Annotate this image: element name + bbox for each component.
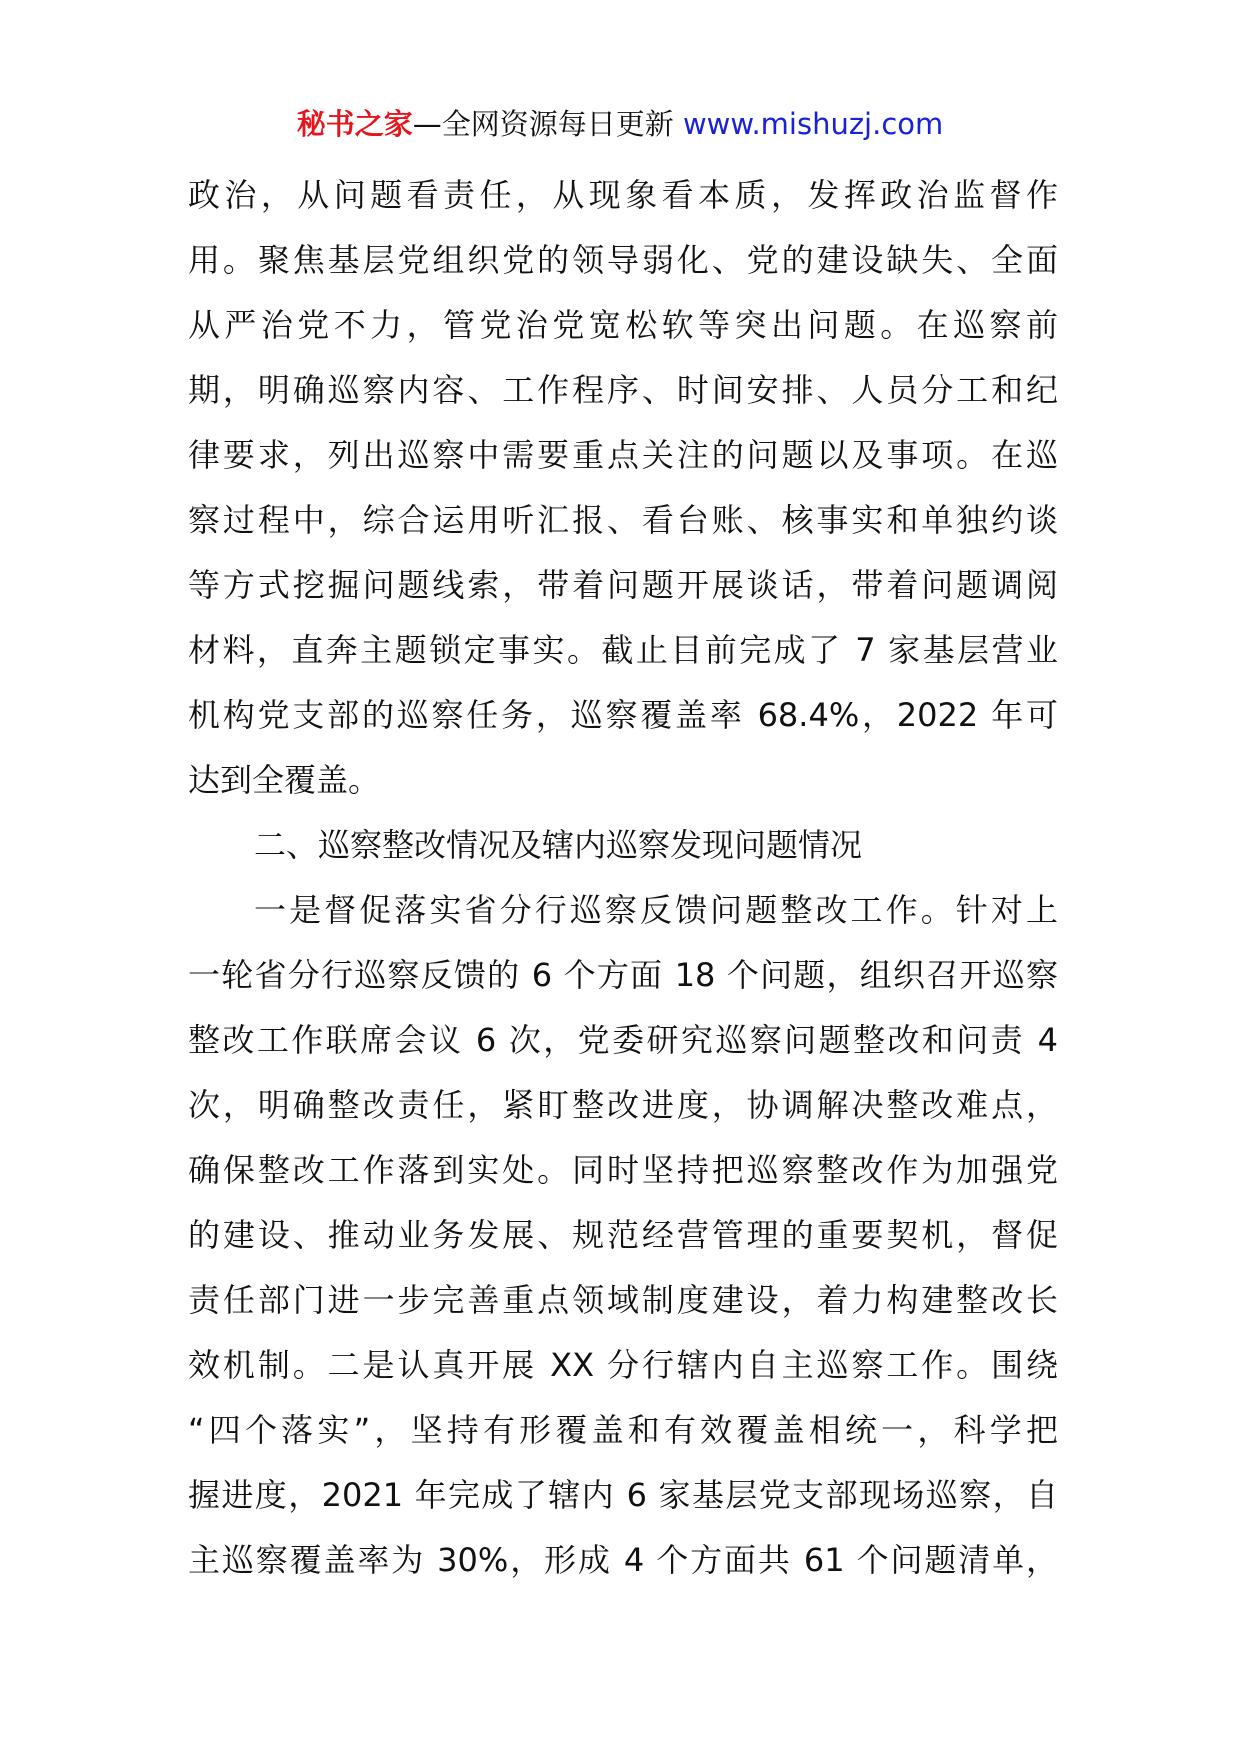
paragraph-line: 责任部门进一步完善重点领域制度建设，着力构建整改长 bbox=[188, 1281, 1058, 1319]
paragraph-line: 政治，从问题看责任，从现象看本质，发挥政治监督作 bbox=[188, 176, 1058, 214]
document-body bbox=[188, 163, 1058, 1593]
paragraph-line: 察过程中，综合运用听汇报、看台账、核事实和单独约谈 bbox=[188, 501, 1058, 539]
paragraph-line: 期，明确巡察内容、工作程序、时间安排、人员分工和纪 bbox=[188, 371, 1058, 409]
paragraph-line: 确保整改工作落到实处。同时坚持把巡察整改作为加强党 bbox=[188, 1151, 1058, 1189]
paragraph-line: 达到全覆盖。 bbox=[188, 761, 381, 799]
brand-name: 秘书之家 bbox=[296, 107, 413, 141]
paragraph-line: 主巡察覆盖率为 30%，形成 4 个方面共 61 个问题清单， bbox=[188, 1541, 1058, 1579]
paragraph-line: 整改工作联席会议 6 次，党委研究巡察问题整改和问责 4 bbox=[188, 1021, 1058, 1059]
paragraph-line: 材料，直奔主题锁定事实。截止目前完成了 7 家基层营业 bbox=[188, 631, 1058, 669]
paragraph-line: 效机制。二是认真开展 XX 分行辖内自主巡察工作。围绕 bbox=[188, 1346, 1058, 1384]
paragraph-line: 次，明确整改责任，紧盯整改进度，协调解决整改难点， bbox=[188, 1086, 1058, 1124]
paragraph-line: “四个落实”，坚持有形覆盖和有效覆盖相统一，科学把 bbox=[188, 1411, 1058, 1449]
paragraph-line: 等方式挖掘问题线索，带着问题开展谈话，带着问题调阅 bbox=[188, 566, 1058, 604]
paragraph-line: 的建设、推动业务发展、规范经营管理的重要契机，督促 bbox=[188, 1216, 1058, 1254]
paragraph-line: 一轮省分行巡察反馈的 6 个方面 18 个问题，组织召开巡察 bbox=[188, 956, 1058, 994]
paragraph-line: 用。聚焦基层党组织党的领导弱化、党的建设缺失、全面 bbox=[188, 241, 1058, 279]
paragraph-line: 机构党支部的巡察任务，巡察覆盖率 68.4%，2022 年可 bbox=[188, 696, 1058, 734]
header-tagline: —全网资源每日更新 bbox=[412, 107, 683, 141]
paragraph-line: 一是督促落实省分行巡察反馈问题整改工作。针对上 bbox=[254, 891, 1058, 929]
site-header bbox=[0, 104, 1240, 144]
paragraph-line: 握进度，2021 年完成了辖内 6 家基层党支部现场巡察，自 bbox=[188, 1476, 1058, 1514]
paragraph-line: 从严治党不力，管党治党宽松软等突出问题。在巡察前 bbox=[188, 306, 1058, 344]
paragraph-line: 律要求，列出巡察中需要重点关注的问题以及事项。在巡 bbox=[188, 436, 1058, 474]
website-link[interactable]: www.mishuzj.com bbox=[682, 107, 944, 141]
section-heading: 二、巡察整改情况及辖内巡察发现问题情况 bbox=[254, 826, 863, 864]
